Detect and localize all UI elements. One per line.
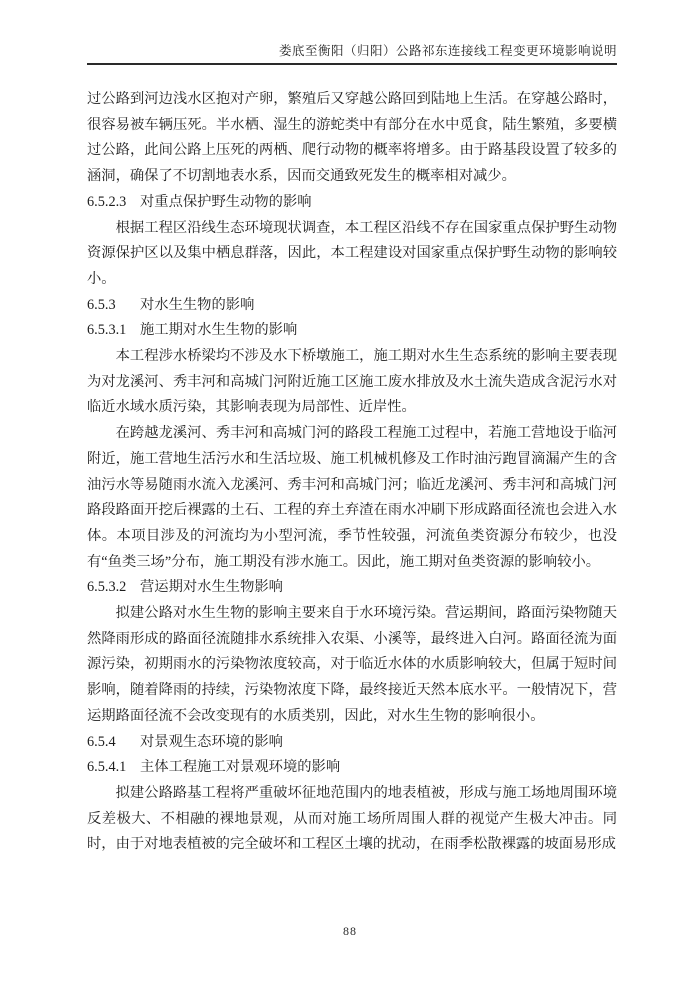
heading-title: 对景观生态环境的影响 <box>140 733 283 750</box>
heading-number: 6.5.3 <box>87 296 116 313</box>
section-heading-6-5-3-2 <box>87 575 617 601</box>
document-body <box>87 87 617 858</box>
page-number: 88 <box>343 924 357 938</box>
section-heading-6-5-2-3 <box>87 190 617 216</box>
paragraph-construction-aquatic-overview: 本工程涉水桥梁均不涉及水下桥墩施工，施工期对水生生态系统的影响主要表现为对龙溪河、秀丰河和高城门河附近施工区施工废水排放及水土流失造成含泥污水对临近水域水质污染，其影响表现为局部性、近岸性。 <box>87 348 617 416</box>
page-footer <box>0 922 700 940</box>
paragraph-construction-aquatic-detail: 在跨越龙溪河、秀丰河和高城门河的路段工程施工过程中，若施工营地设于临河附近，施工营地生活污水和生活垃圾、施工机械机修及工作时油污跑冒滴漏产生的含油污水等易随雨水流入龙溪河、秀丰河和高城门河；临近龙溪河、秀丰河和高城门河路段路面开挖后裸露的土石、工程的弃土弃渣在雨水冲刷下形成路面径流也会进入水体。本项目涉及的河流均为小型河流，季节性较强，河流鱼类资源分布较少，也没有“鱼类三场”分布，施工期没有涉水施工。因此，施工期对鱼类资源的影响较小。 <box>87 425 617 570</box>
section-heading-6-5-4 <box>87 730 617 756</box>
paragraph-amphibian-impact-continuation: 过公路到河边浅水区抱对产卵，繁殖后又穿越公路回到陆地上生活。在穿越公路时，很容易被车辆压死。半水栖、湿生的游蛇类中有部分在水中觅食，陆生繁殖，多要横过公路，此间公路上压死的两栖、爬行动物的概率将增多。由于路基段设置了较多的涵洞，确保了不切割地表水系，因而交通致死发生的概率相对减少。 <box>87 91 617 185</box>
heading-number: 6.5.4.1 <box>87 759 127 776</box>
heading-number: 6.5.3.2 <box>87 579 127 596</box>
heading-title: 对重点保护野生动物的影响 <box>140 193 312 210</box>
heading-title: 施工期对水生生物的影响 <box>140 322 298 339</box>
section-heading-6-5-3 <box>87 293 617 319</box>
heading-number: 6.5.4 <box>87 733 116 750</box>
paragraph-operation-aquatic: 拟建公路对水生生物的影响主要来自于水环境污染。营运期间，路面污染物随天然降雨形成的路面径流随排水系统排入农渠、小溪等，最终进入白河。路面径流为面源污染，初期雨水的污染物浓度较高，对于临近水体的水质影响较大，但属于短时间影响，随着降雨的持续，污染物浓度下降，最终接近天然本底水平。一般情况下，营运期路面径流不会改变现有的水质类别，因此，对水生生物的影响很小。 <box>87 605 617 724</box>
paragraph-landscape-impact: 拟建公路路基工程将严重破坏征地范围内的地表植被，形成与施工场地周围环境反差极大、不相融的裸地景观，从而对施工场所周围人群的视觉产生极大冲击。同时，由于对地表植被的完全破坏和工程区土壤的扰动，在雨季松散裸露的坡面易形成 <box>87 784 617 853</box>
heading-title: 营运期对水生生物影响 <box>140 579 283 596</box>
heading-title: 对水生生物的影响 <box>140 296 255 313</box>
heading-title: 主体工程施工对景观环境的影响 <box>140 759 341 776</box>
paragraph-protected-wildlife: 根据工程区沿线生态环境现状调查，本工程区沿线不存在国家重点保护野生动物资源保护区以及集中栖息群落，因此，本工程建设对国家重点保护野生动物的影响较小。 <box>87 219 617 287</box>
heading-number: 6.5.3.1 <box>87 322 127 339</box>
section-heading-6-5-4-1 <box>87 755 617 781</box>
section-heading-6-5-3-1 <box>87 318 617 344</box>
heading-number: 6.5.2.3 <box>87 193 127 210</box>
page-header <box>87 0 617 65</box>
running-title: 娄底至衡阳（归阳）公路祁东连接线工程变更环境影响说明 <box>278 44 617 58</box>
